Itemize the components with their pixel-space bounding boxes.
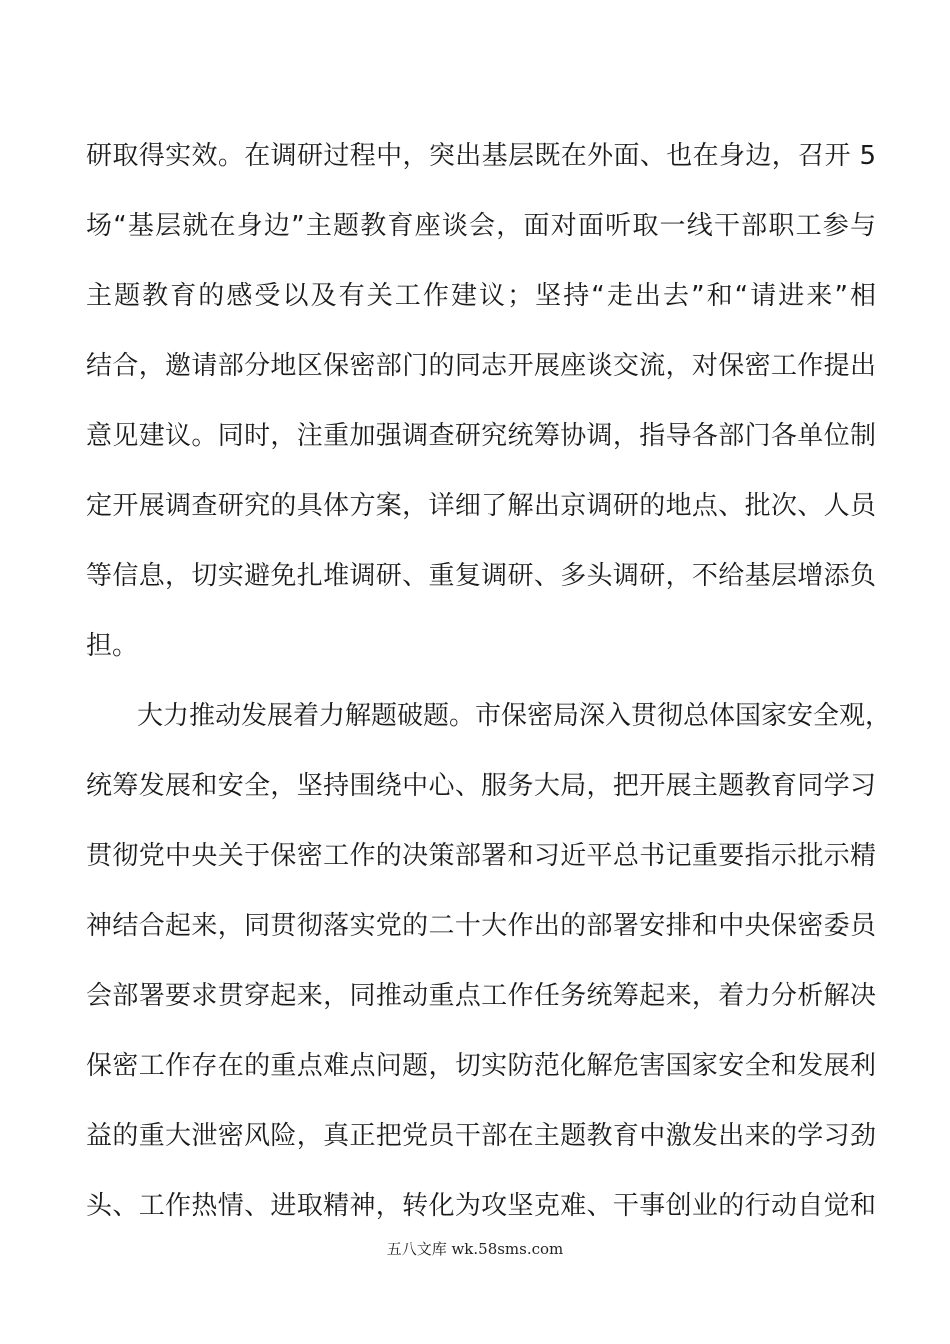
paragraph-line: 主题教育的感受以及有关工作建议；坚持“走出去”和“请进来”相 [86, 281, 876, 311]
paragraph-line: 大力推动发展着力解题破题。市保密局深入贯彻总体国家安全观， [137, 701, 892, 731]
paragraph-line: 等信息，切实避免扎堆调研、重复调研、多头调研，不给基层增添负 [86, 561, 876, 591]
paragraph-line: 会部署要求贯穿起来，同推动重点工作任务统筹起来，着力分析解决 [86, 981, 876, 1011]
paragraph-line: 益的重大泄密风险，真正把党员干部在主题教育中激发出来的学习劲 [86, 1121, 876, 1151]
paragraph-line: 意见建议。同时，注重加强调查研究统筹协调，指导各部门各单位制 [86, 421, 876, 451]
paragraph-line: 贯彻党中央关于保密工作的决策部署和习近平总书记重要指示批示精 [86, 841, 876, 871]
paragraph-line: 神结合起来，同贯彻落实党的二十大作出的部署安排和中央保密委员 [86, 911, 876, 941]
paragraph-line: 担。 [86, 631, 139, 661]
footer-watermark-text: 五八文库 wk.58sms.com [386, 1240, 564, 1258]
paragraph-line: 研取得实效。在调研过程中，突出基层既在外面、也在身边，召开 5 [86, 141, 876, 171]
paragraph-line: 统筹发展和安全，坚持围绕中心、服务大局，把开展主题教育同学习 [86, 771, 876, 801]
paragraph-1 [86, 126, 876, 686]
paragraph-line: 场“基层就在身边”主题教育座谈会，面对面听取一线干部职工参与 [86, 211, 876, 241]
document-body [86, 126, 892, 1246]
paragraph-line: 定开展调查研究的具体方案，详细了解出京调研的地点、批次、人员 [86, 491, 876, 521]
paragraph-line: 头、工作热情、进取精神，转化为攻坚克难、干事创业的行动自觉和 [86, 1191, 876, 1221]
paragraph-line: 保密工作存在的重点难点问题，切实防范化解危害国家安全和发展利 [86, 1051, 876, 1081]
paragraph-line: 结合，邀请部分地区保密部门的同志开展座谈交流，对保密工作提出 [86, 351, 876, 381]
paragraph-2 [86, 686, 892, 1246]
